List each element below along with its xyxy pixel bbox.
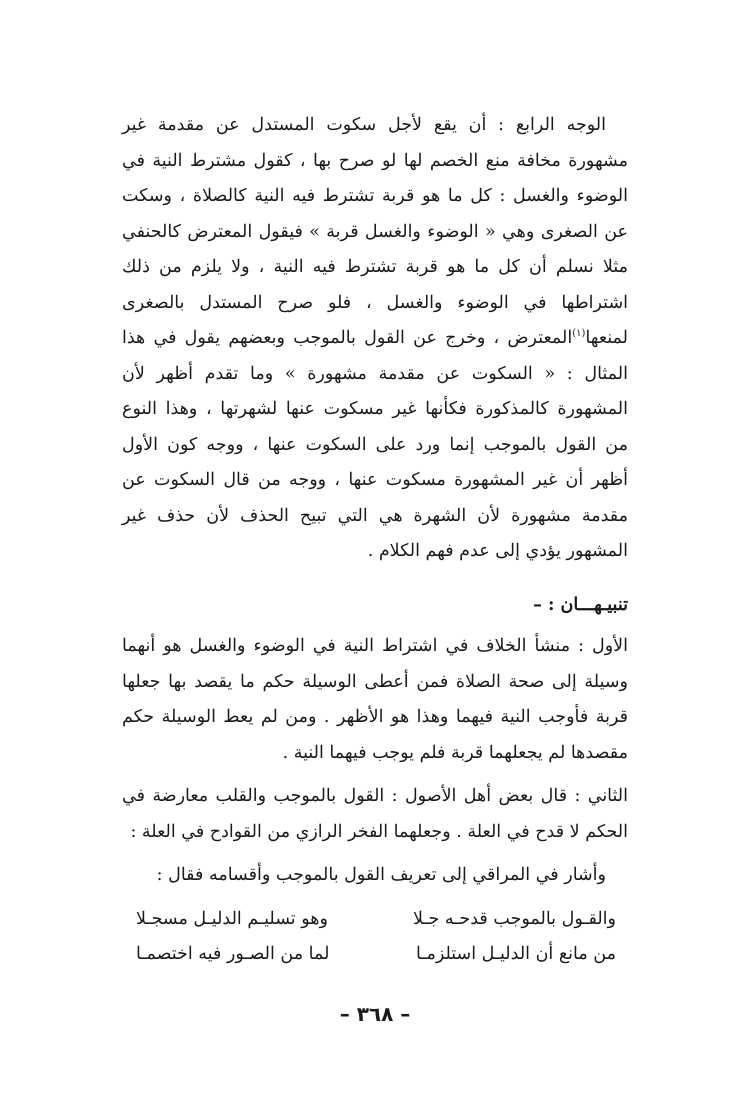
poem-verses [122, 902, 628, 973]
verse-line-2 [122, 937, 628, 973]
section-heading-two-notes: تنبيـهـــان : – [533, 594, 628, 615]
footnote-marker[interactable]: (١) [572, 328, 586, 340]
verse-line-1 [122, 902, 628, 938]
paragraph-text-part-b: المعترض ، وخرج عن القول بالموجب وبعضهم يقول في هذا المثال : « السكوت عن مقدمة مشهورة » وما تقدم أظهر لأن المشهورة كالمذكورة فكأنها غير مسكوت عنها لشهرتها ، وهذا النوع من القول بالموجب إنما ورد على السكوت عنها ، ووجه كون الأول أظهر أن غير المشهورة مسكوت عنها ، ووجه من قال السكوت عن مقدمة مشهورة لأن الشهرة هي التي تبيح الحذف لأن حذف غير المشهور يؤدي إلى عدم فهم الكلام . [122, 328, 628, 561]
paragraph-text-part-a: الوجه الرابع : أن يقع لأجل سكوت المستدل عن مقدمة غير مشهورة مخافة منع الخصم لها لو صرح بها ، كقول مشترط النية في الوضوء والغسل : كل ما هو قربة تشترط فيه النية كالصلاة ، وسكت عن الصغرى وهي « الوضوء والغسل قربة » فيقول المعترض كالحنفي مثلا نسلم أن كل ما هو قربة تشترط فيه النية ، ولا يلزم من ذلك اشتراطها في الوضوء والغسل ، فلو صرح المستدل بالصغرى لمنعها [122, 115, 628, 348]
note-first: الأول : منشأ الخلاف في اشتراط النية في الوضوء والغسل هو أنهما وسيلة إلى صحة الصلاة فمن أعطى الوسيلة حكم ما يقصد بها جعلها قربة فأوجب النية فيهما وهذا هو الأظهر . ومن لم يعط الوسيلة حكم مقصدها لم يجعلهما قربة فلم يوجب فيهما النية . [122, 636, 628, 763]
page-body [122, 108, 628, 973]
verse-1-first-hemistich: والقـول بالموجب قدحـه جـلا [412, 908, 616, 929]
verse-2-first-hemistich: من مانع أن الدليـل استلزمـا [415, 944, 616, 964]
verse-2-second-hemistich: لما من الصـور فيه اختصمـا [136, 944, 330, 964]
verse-introduction: وأشار في المراقي إلى تعريف القول بالموجب وأقسامه فقال : [156, 865, 606, 885]
verse-1-second-hemistich: وهو تسليـم الدليـل مسجـلا [136, 908, 328, 929]
spacer [122, 850, 628, 858]
note-second: الثاني : قال بعض أهل الأصول : القول بالموجب والقلب معارضة في الحكم لا قدح في العلة . وجعلهما الفخر الرازي من القوادح في العلة : [122, 786, 628, 842]
paragraph-fourth-aspect [122, 108, 628, 570]
spacer [122, 771, 628, 779]
page-number: – ٣٦٨ – [339, 1002, 411, 1026]
